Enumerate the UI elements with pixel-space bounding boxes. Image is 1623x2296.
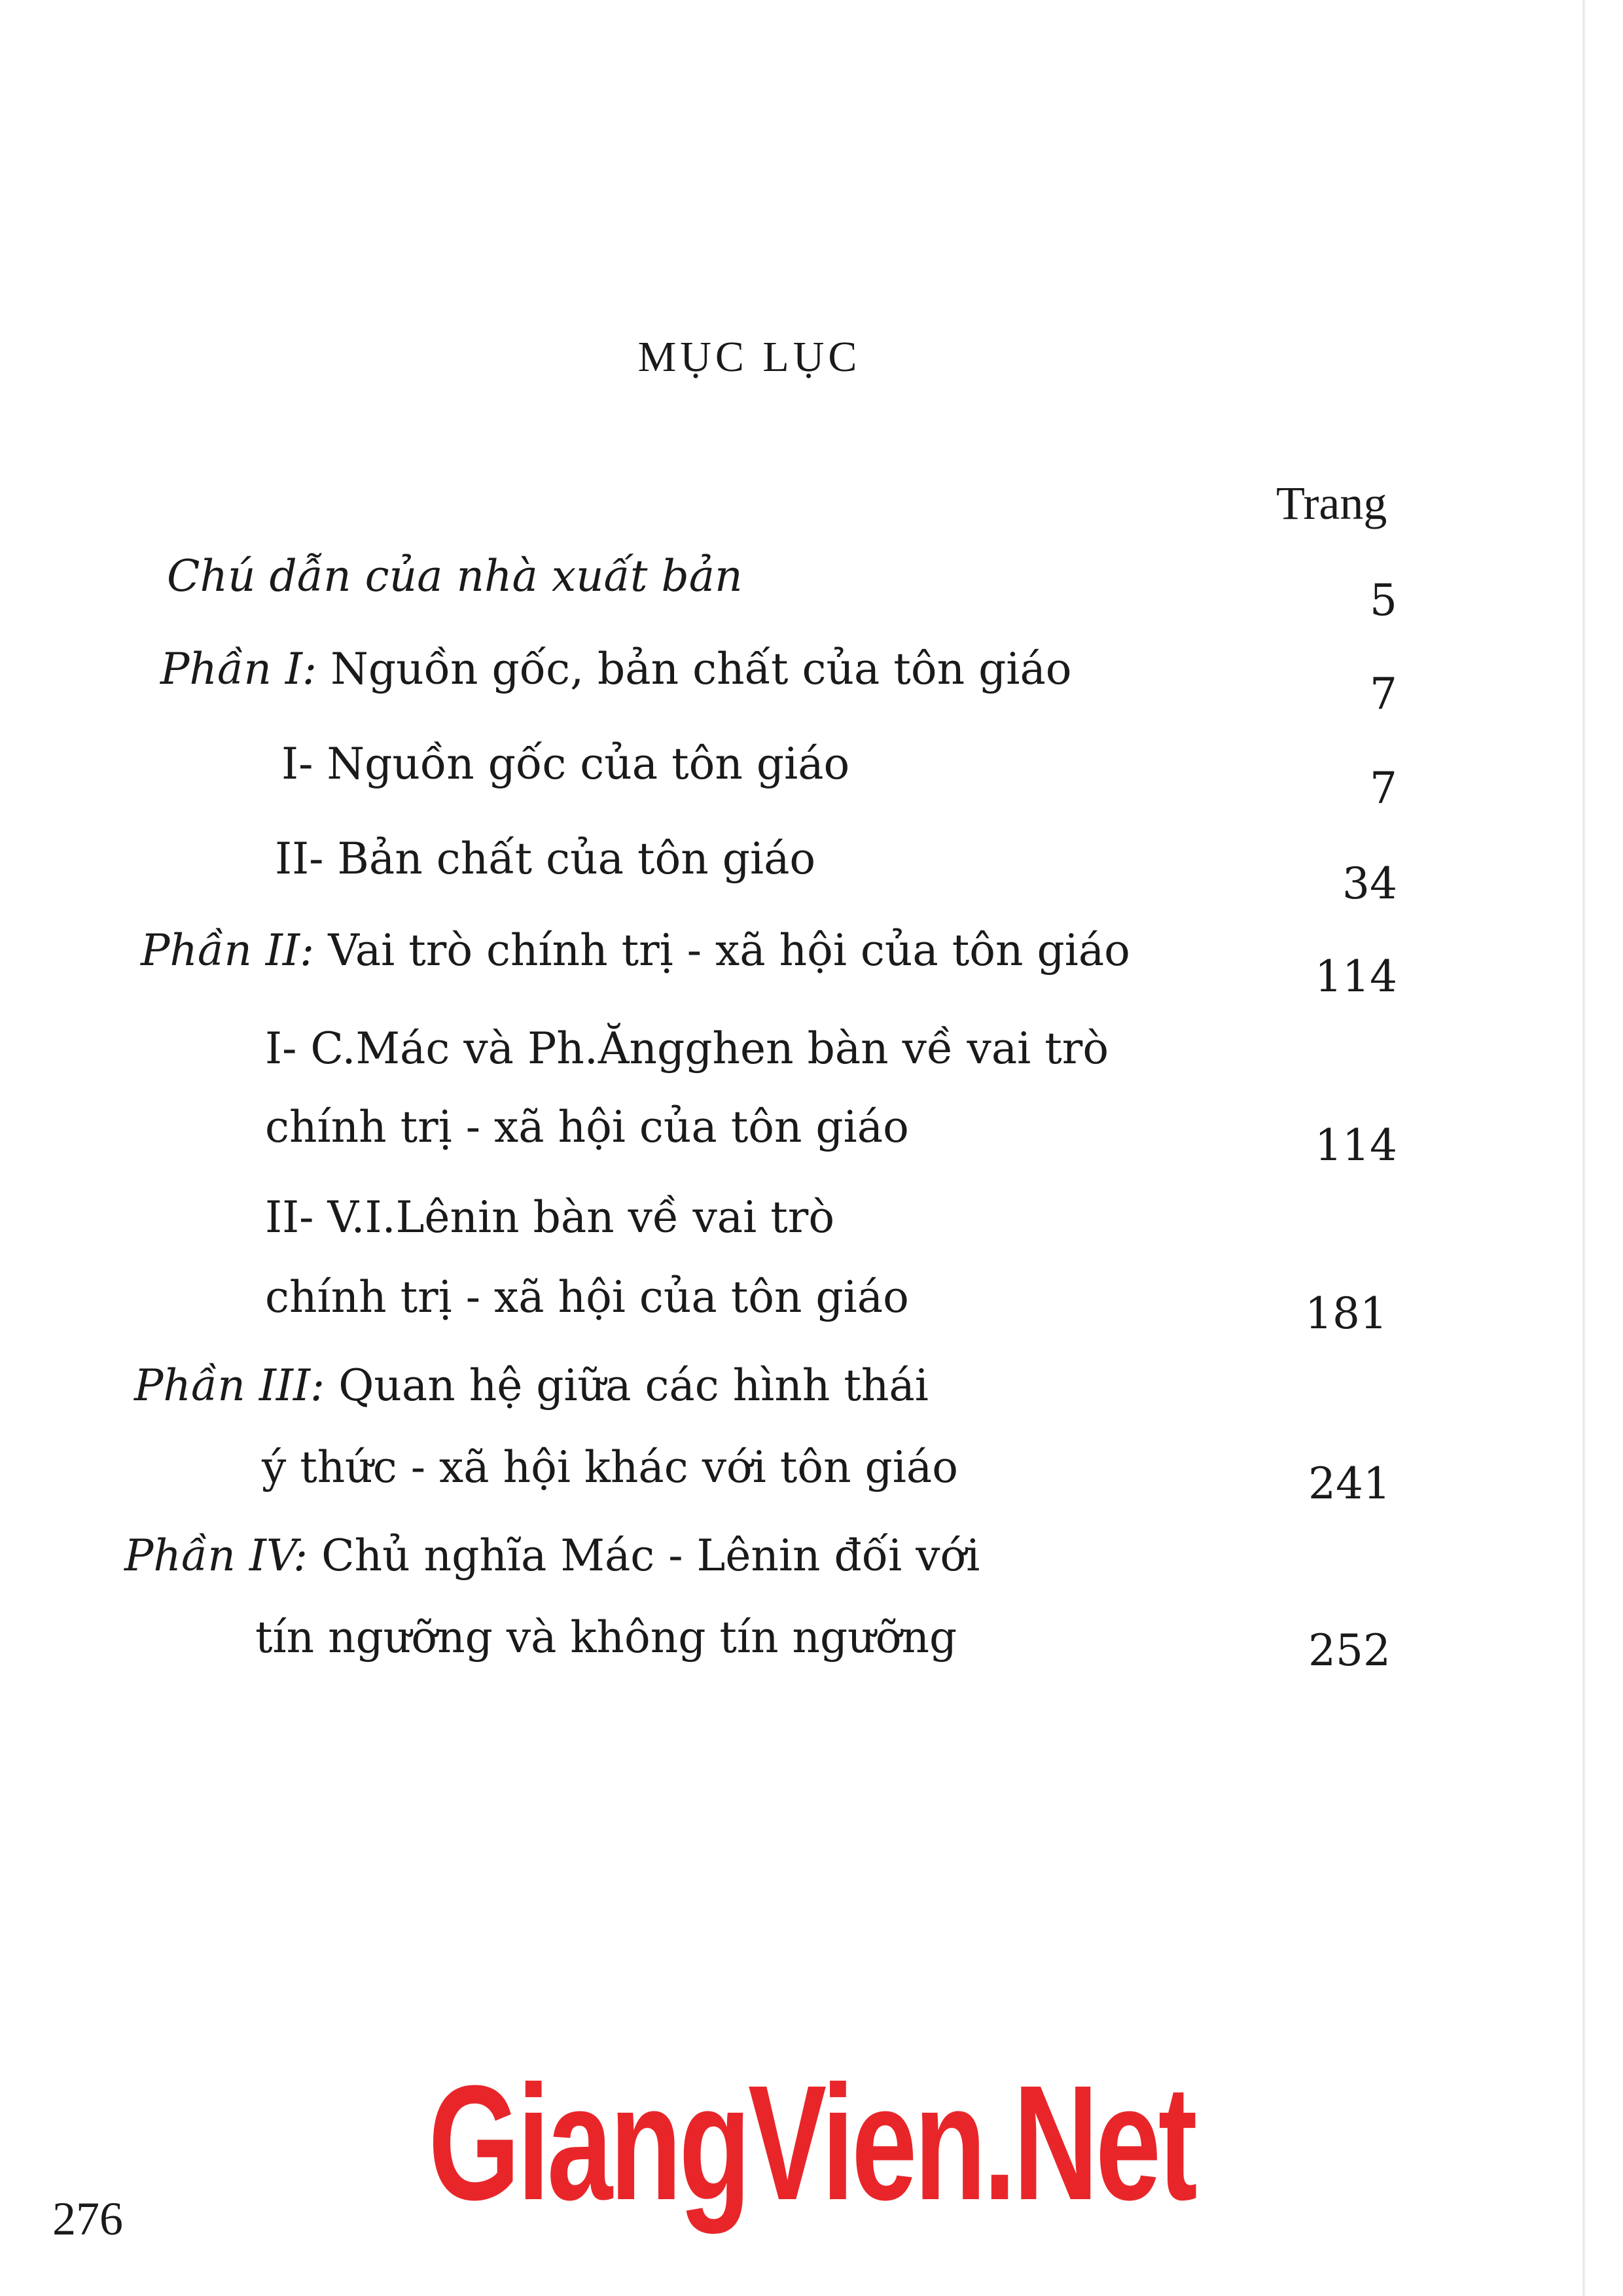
toc-part-label: Phần IV: <box>124 1530 308 1581</box>
page-number: 276 <box>52 2193 123 2245</box>
toc-entry-text: chính trị - xã hội của tôn giáo <box>265 1102 909 1152</box>
toc-entry-text: Chủ nghĩa Mác - Lênin đối với <box>308 1530 980 1581</box>
toc-entry-part-3-line-2 <box>262 1442 958 1492</box>
toc-entry-text: Vai trò chính trị - xã hội của tôn giáo <box>314 925 1130 976</box>
toc-entry-part-4[interactable] <box>124 1530 980 1581</box>
page-edge <box>1582 0 1585 2296</box>
toc-entry-text: tín ngưỡng và không tín ngưỡng <box>255 1612 957 1663</box>
toc-page-number: 114 <box>1315 951 1397 1002</box>
toc-entry-part-4-line-2 <box>255 1612 957 1663</box>
toc-entry-part-1-section-2[interactable] <box>275 834 816 884</box>
toc-entry-part-2-section-2-line-2 <box>265 1272 909 1322</box>
toc-entry-text: I- C.Mác và Ph.Ăngghen bàn về vai trò <box>265 1023 1109 1074</box>
toc-part-label: Phần III: <box>134 1360 325 1411</box>
toc-entry-part-2-section-1[interactable] <box>265 1023 1109 1074</box>
toc-entry-text: II- Bản chất của tôn giáo <box>275 834 816 884</box>
toc-entry-text: chính trị - xã hội của tôn giáo <box>265 1272 909 1322</box>
toc-page-number: 7 <box>1370 669 1397 719</box>
toc-entry-text: Nguồn gốc, bản chất của tôn giáo <box>317 644 1072 694</box>
toc-entry-text: Quan hệ giữa các hình thái <box>325 1360 929 1411</box>
toc-entry-text: II- V.I.Lênin bàn về vai trò <box>265 1192 835 1243</box>
toc-page-number: 181 <box>1305 1288 1387 1339</box>
column-header-page: Trang <box>1276 477 1387 529</box>
toc-entry-part-3[interactable] <box>134 1360 929 1411</box>
toc-entry-text: ý thức - xã hội khác với tôn giáo <box>262 1442 958 1492</box>
toc-entry-part-2-section-2[interactable] <box>265 1192 835 1243</box>
toc-entry-part-2-section-1-line-2 <box>265 1102 909 1152</box>
toc-page-number: 241 <box>1308 1458 1391 1509</box>
toc-entry-text: Chú dẫn của nhà xuất bản <box>167 551 743 601</box>
toc-part-label: Phần I: <box>160 644 317 694</box>
toc-entry-publisher-note[interactable] <box>167 551 743 601</box>
toc-page-number: 7 <box>1370 763 1397 813</box>
toc-page-number: 34 <box>1342 858 1397 909</box>
toc-page-number: 5 <box>1370 575 1397 626</box>
page-title: MỤC LỤC <box>637 333 861 381</box>
toc-entry-part-2[interactable] <box>141 925 1130 976</box>
toc-entry-part-1-section-1[interactable] <box>281 739 850 789</box>
toc-entry-part-1[interactable] <box>160 644 1072 694</box>
watermark-logo: GiangVien.Net <box>428 2051 1195 2234</box>
toc-part-label: Phần II: <box>141 925 315 976</box>
toc-page-number: 252 <box>1308 1625 1391 1676</box>
toc-page-number: 114 <box>1315 1120 1397 1171</box>
toc-entry-text: I- Nguồn gốc của tôn giáo <box>281 739 850 789</box>
